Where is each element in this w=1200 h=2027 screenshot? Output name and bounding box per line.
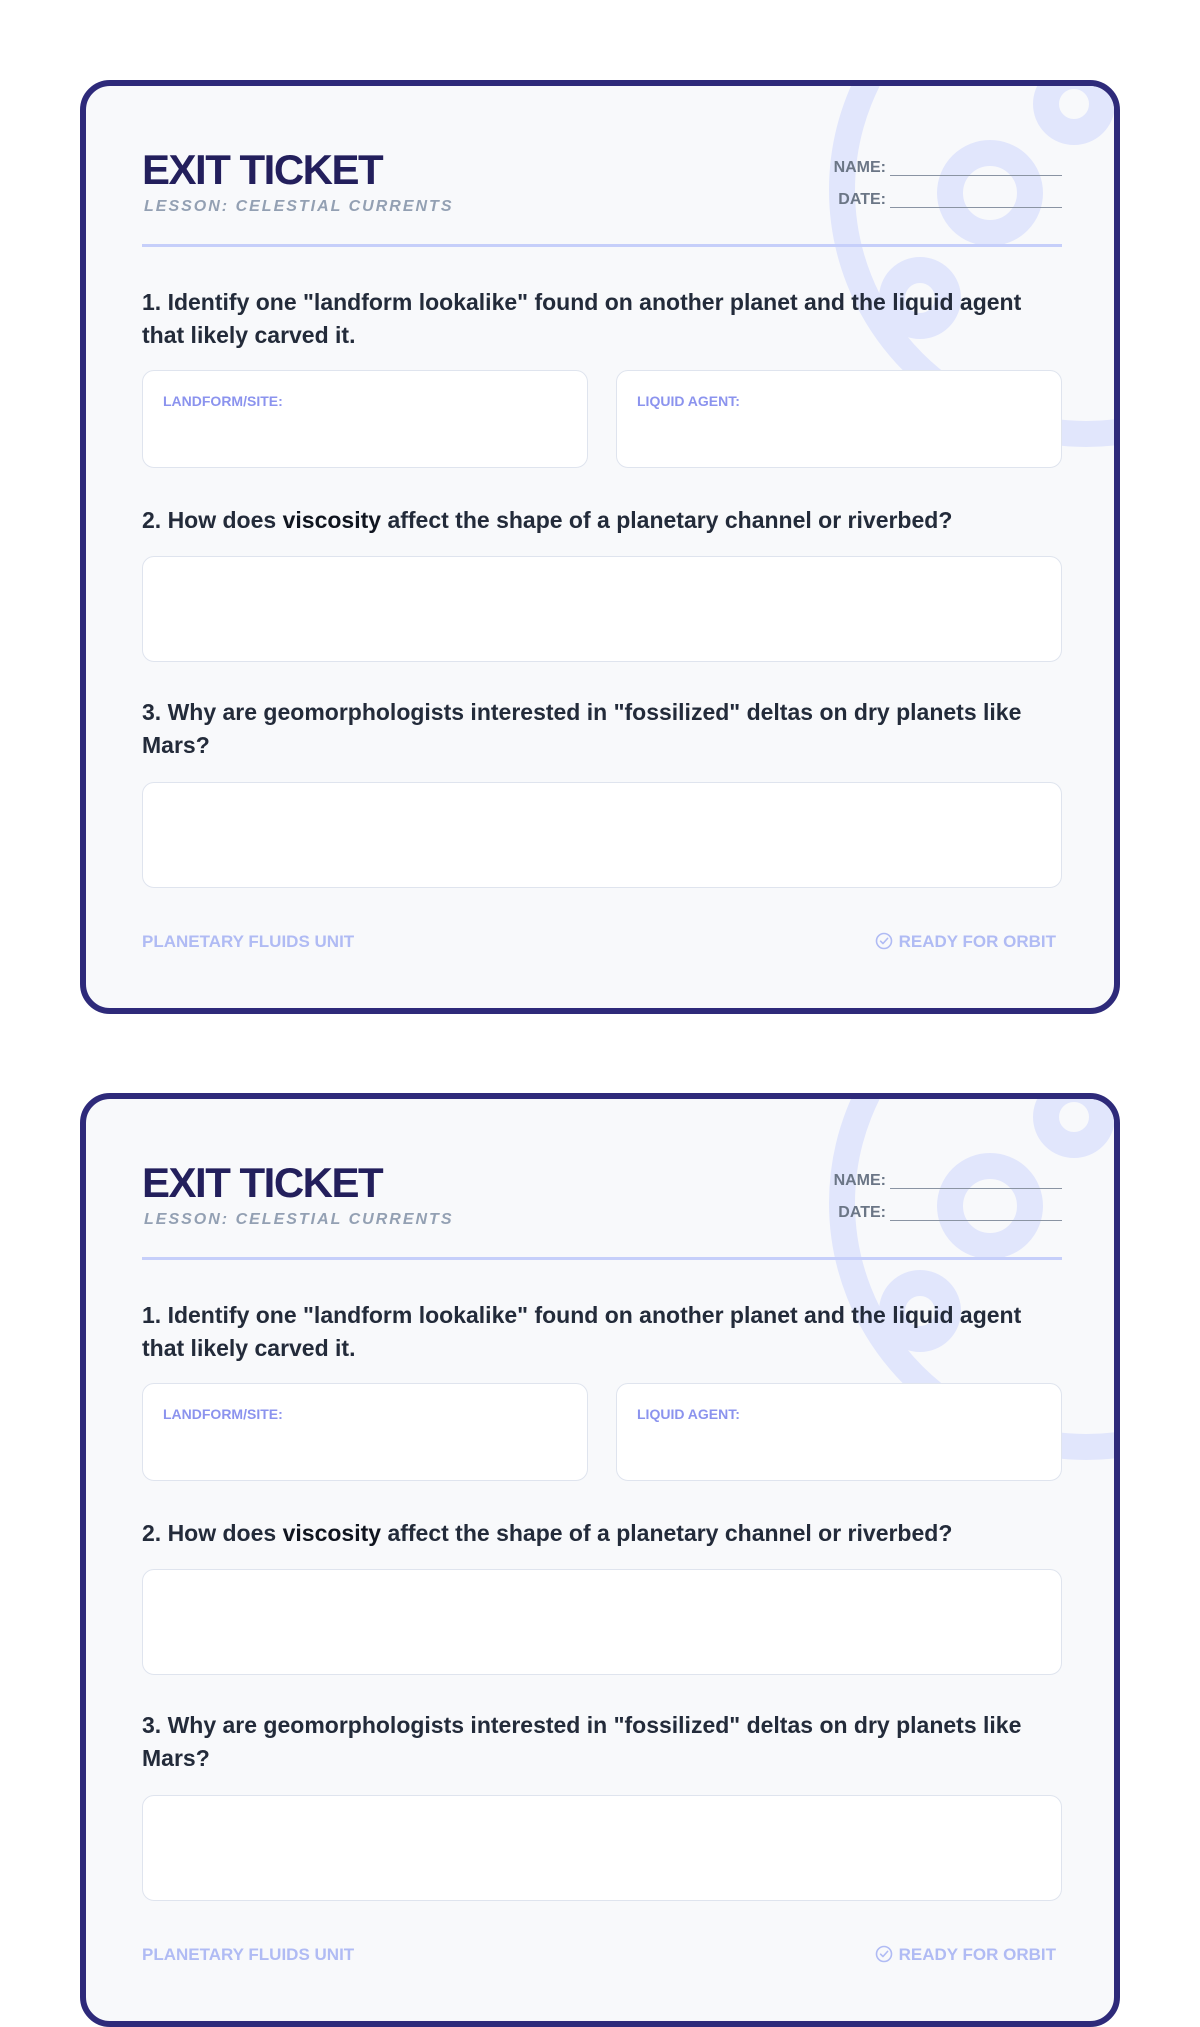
question-2	[142, 504, 1062, 537]
date-line[interactable]	[890, 1204, 1062, 1221]
name-row[interactable]	[822, 156, 1062, 188]
ticket-header	[142, 144, 1062, 244]
liquid-agent-label: LIQUID AGENT:	[637, 393, 740, 409]
student-meta	[822, 1169, 1062, 1233]
date-line[interactable]	[890, 191, 1062, 208]
header-divider	[142, 244, 1062, 247]
landform-label: LANDFORM/SITE:	[163, 1406, 283, 1422]
question-2	[142, 1517, 1062, 1550]
question-3: 3. Why are geomorphologists interested in "fossilized" deltas on dry planets like Mars?	[142, 1712, 1022, 1771]
check-circle-icon	[875, 1945, 893, 1963]
status-badge	[875, 932, 1056, 952]
header-divider	[142, 1257, 1062, 1260]
question-1-number: 1.	[142, 1302, 162, 1328]
name-label: NAME:	[833, 1172, 886, 1189]
question-3-answer-box[interactable]	[142, 782, 1062, 888]
question-1	[142, 1299, 1062, 1365]
exit-ticket-card	[80, 80, 1120, 1014]
lesson-subtitle: LESSON: CELESTIAL CURRENTS	[144, 1211, 454, 1228]
question-2-answer-box[interactable]	[142, 556, 1062, 662]
exit-ticket-card	[80, 1093, 1120, 2027]
landform-answer-box[interactable]	[142, 370, 588, 468]
landform-label: LANDFORM/SITE:	[163, 393, 283, 409]
status-badge	[875, 1945, 1056, 1965]
date-row[interactable]	[822, 188, 1062, 220]
question-2-answer-box[interactable]	[142, 1569, 1062, 1675]
question-2-keyword: viscosity	[282, 1520, 382, 1546]
unit-label: PLANETARY FLUIDS UNIT	[142, 1945, 355, 1964]
question-1-number: 1.	[142, 289, 162, 315]
status-text: READY FOR ORBIT	[898, 1945, 1056, 1964]
question-2-suffix: affect the shape of a planetary channel or riverbed?	[387, 1520, 953, 1546]
unit-label: PLANETARY FLUIDS UNIT	[142, 932, 355, 951]
name-label: NAME:	[833, 159, 886, 176]
question-1	[142, 286, 1062, 352]
question-1-text: Identify one "landform lookalike" found on another planet and the liquid agent that likely carved it.	[142, 289, 1022, 348]
liquid-agent-label: LIQUID AGENT:	[637, 1406, 740, 1422]
check-circle-icon	[875, 932, 893, 950]
student-meta	[822, 156, 1062, 220]
question-2-keyword: viscosity	[282, 507, 382, 533]
question-1-text: Identify one "landform lookalike" found on another planet and the liquid agent that likely carved it.	[142, 1302, 1022, 1361]
question-2-suffix: affect the shape of a planetary channel or riverbed?	[387, 507, 953, 533]
question-2-prefix: 2. How does	[142, 1520, 277, 1546]
ticket-header	[142, 1157, 1062, 1257]
status-text: READY FOR ORBIT	[898, 932, 1056, 951]
date-label: DATE:	[838, 1204, 886, 1221]
date-row[interactable]	[822, 1201, 1062, 1233]
name-line[interactable]	[890, 1172, 1062, 1189]
date-label: DATE:	[838, 191, 886, 208]
liquid-agent-answer-box[interactable]	[616, 370, 1062, 468]
ticket-title: EXIT TICKET	[142, 1159, 383, 1206]
name-row[interactable]	[822, 1169, 1062, 1201]
liquid-agent-answer-box[interactable]	[616, 1383, 1062, 1481]
name-line[interactable]	[890, 159, 1062, 176]
question-2-prefix: 2. How does	[142, 507, 277, 533]
lesson-subtitle: LESSON: CELESTIAL CURRENTS	[144, 198, 454, 215]
question-3-answer-box[interactable]	[142, 1795, 1062, 1901]
question-3: 3. Why are geomorphologists interested in "fossilized" deltas on dry planets like Mars?	[142, 699, 1022, 758]
ticket-title: EXIT TICKET	[142, 146, 383, 193]
landform-answer-box[interactable]	[142, 1383, 588, 1481]
